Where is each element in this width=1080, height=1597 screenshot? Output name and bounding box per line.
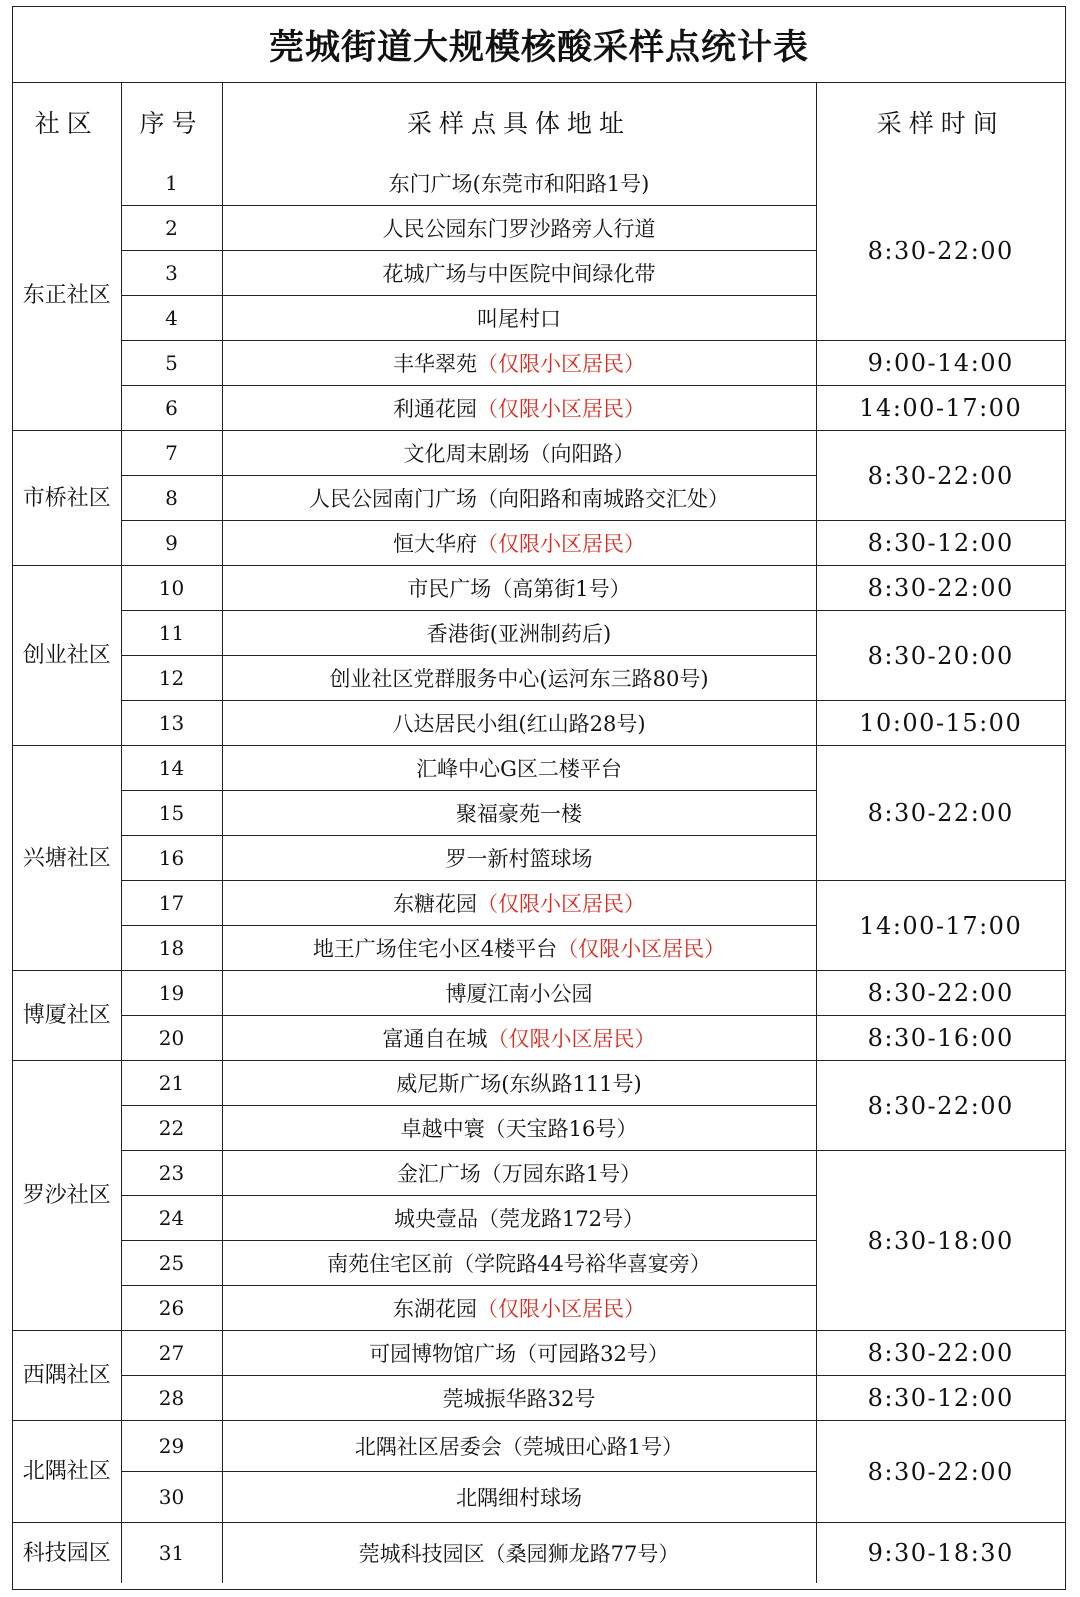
address-text: 创业社区党群服务中心(运河东三路80号) [329, 667, 709, 691]
community-name: 市桥社区 [13, 431, 121, 566]
sampling-time: 8:30-22:00 [816, 1061, 1065, 1151]
table-row [13, 701, 1065, 746]
community-name: 创业社区 [13, 566, 121, 746]
residents-only-note: （仅限小区居民） [487, 1027, 656, 1051]
address-cell [222, 251, 816, 296]
address-cell [222, 1472, 816, 1523]
header-address: 采样点具体地址 [222, 83, 816, 161]
address-text: 汇峰中心G区二楼平台 [416, 757, 622, 781]
table-row [13, 1376, 1065, 1421]
sampling-time: 8:30-20:00 [816, 611, 1065, 701]
address-cell [222, 1331, 816, 1376]
residents-only-note: （仅限小区居民） [477, 397, 645, 421]
address-text: 城央壹品（莞龙路172号） [393, 1207, 645, 1231]
sampling-time: 8:30-22:00 [816, 971, 1065, 1016]
address-cell [222, 206, 816, 251]
address-cell [222, 431, 816, 476]
table-row [13, 611, 1065, 656]
address-text: 叫尾村口 [477, 307, 561, 331]
address-cell [222, 1421, 816, 1472]
address-text: 莞城振华路32号 [442, 1387, 596, 1411]
table-body [13, 161, 1065, 1583]
sampling-time: 8:30-22:00 [816, 1331, 1065, 1376]
address-cell [222, 161, 816, 206]
row-number: 13 [121, 701, 222, 746]
address-cell [222, 701, 816, 746]
address-text: 花城广场与中医院中间绿化带 [382, 262, 656, 286]
residents-only-note: （仅限小区居民） [477, 532, 645, 556]
header-time: 采样时间 [816, 83, 1065, 161]
sampling-time: 9:00-14:00 [816, 341, 1065, 386]
address-cell [222, 1196, 816, 1241]
address-cell [222, 1376, 816, 1421]
address-text: 莞城科技园区（桑园狮龙路77号） [358, 1542, 680, 1566]
community-name: 科技园区 [13, 1523, 121, 1584]
sheet-title: 莞城街道大规模核酸采样点统计表 [13, 7, 1065, 83]
header-number: 序号 [121, 83, 222, 161]
row-number: 24 [121, 1196, 222, 1241]
row-number: 1 [121, 161, 222, 206]
row-number: 8 [121, 476, 222, 521]
row-number: 20 [121, 1016, 222, 1061]
row-number: 2 [121, 206, 222, 251]
row-number: 28 [121, 1376, 222, 1421]
residents-only-note: （仅限小区居民） [477, 1297, 645, 1321]
address-cell [222, 971, 816, 1016]
community-name: 罗沙社区 [13, 1061, 121, 1331]
row-number: 16 [121, 836, 222, 881]
address-text: 文化周末剧场（向阳路） [403, 442, 635, 466]
address-text: 金汇广场（万园东路1号） [396, 1162, 642, 1186]
row-number: 9 [121, 521, 222, 566]
row-number: 22 [121, 1106, 222, 1151]
address-cell [222, 1241, 816, 1286]
address-cell [222, 566, 816, 611]
community-name: 博厦社区 [13, 971, 121, 1061]
row-number: 29 [121, 1421, 222, 1472]
header-row [13, 83, 1065, 161]
sampling-time: 14:00-17:00 [816, 881, 1065, 971]
row-number: 6 [121, 386, 222, 431]
community-name: 东正社区 [13, 161, 121, 431]
community-name: 西隅社区 [13, 1331, 121, 1421]
address-text: 东门广场(东莞市和阳路1号) [388, 172, 650, 196]
row-number: 31 [121, 1523, 222, 1584]
address-cell [222, 476, 816, 521]
address-cell [222, 611, 816, 656]
table-row [13, 1523, 1065, 1584]
table-row [13, 161, 1065, 206]
header-community: 社区 [13, 83, 121, 161]
row-number: 3 [121, 251, 222, 296]
row-number: 26 [121, 1286, 222, 1331]
row-number: 14 [121, 746, 222, 791]
sampling-time: 9:30-18:30 [816, 1523, 1065, 1584]
residents-only-note: （仅限小区居民） [557, 937, 726, 961]
table-row [13, 386, 1065, 431]
address-cell [222, 1286, 816, 1331]
sampling-time: 8:30-22:00 [816, 1421, 1065, 1523]
sampling-time: 8:30-22:00 [816, 566, 1065, 611]
address-cell [222, 836, 816, 881]
address-text: 恒大华府 [393, 532, 477, 556]
address-cell [222, 656, 816, 701]
address-cell [222, 1151, 816, 1196]
row-number: 30 [121, 1472, 222, 1523]
address-cell [222, 1523, 816, 1584]
sampling-time: 10:00-15:00 [816, 701, 1065, 746]
sampling-time: 8:30-16:00 [816, 1016, 1065, 1061]
row-number: 7 [121, 431, 222, 476]
address-text: 南苑住宅区前（学院路44号裕华喜宴旁） [327, 1252, 711, 1276]
row-number: 25 [121, 1241, 222, 1286]
row-number: 23 [121, 1151, 222, 1196]
address-cell [222, 791, 816, 836]
table-row [13, 341, 1065, 386]
table-row [13, 1331, 1065, 1376]
sampling-time: 8:30-18:00 [816, 1151, 1065, 1331]
row-number: 27 [121, 1331, 222, 1376]
community-name: 兴塘社区 [13, 746, 121, 971]
address-cell [222, 386, 816, 431]
row-number: 10 [121, 566, 222, 611]
table-row [13, 1061, 1065, 1106]
table-row [13, 1421, 1065, 1472]
address-text: 利通花园 [393, 397, 477, 421]
address-text: 可园博物馆广场（可园路32号） [369, 1342, 669, 1366]
address-cell [222, 1016, 816, 1061]
address-text: 北隅社区居委会（莞城田心路1号） [354, 1435, 684, 1459]
address-text: 东糖花园 [393, 892, 477, 916]
address-text: 人民公园南门广场（向阳路和南城路交汇处） [309, 487, 729, 511]
row-number: 19 [121, 971, 222, 1016]
sampling-time: 8:30-12:00 [816, 521, 1065, 566]
address-text: 聚福豪苑一楼 [456, 802, 582, 826]
address-cell [222, 521, 816, 566]
table-row [13, 431, 1065, 476]
address-text: 北隅细村球场 [456, 1486, 582, 1510]
row-number: 18 [121, 926, 222, 971]
sampling-time: 8:30-22:00 [816, 161, 1065, 341]
address-text: 罗一新村篮球场 [445, 847, 593, 871]
address-text: 富通自在城 [382, 1027, 488, 1051]
address-text: 博厦江南小公园 [445, 982, 593, 1006]
sampling-time: 8:30-12:00 [816, 1376, 1065, 1421]
table-row [13, 1016, 1065, 1061]
row-number: 15 [121, 791, 222, 836]
address-text: 香港街(亚洲制药后) [426, 622, 612, 646]
address-cell [222, 881, 816, 926]
address-cell [222, 1106, 816, 1151]
row-number: 21 [121, 1061, 222, 1106]
address-cell [222, 746, 816, 791]
address-text: 八达居民小组(红山路28号) [392, 712, 646, 736]
row-number: 12 [121, 656, 222, 701]
address-text: 卓越中寰（天宝路16号） [400, 1117, 638, 1141]
table-row [13, 971, 1065, 1016]
statistics-sheet [12, 6, 1066, 1590]
table-row [13, 881, 1065, 926]
address-text: 丰华翠苑 [393, 352, 477, 376]
residents-only-note: （仅限小区居民） [477, 892, 645, 916]
sampling-time: 8:30-22:00 [816, 431, 1065, 521]
table-row [13, 521, 1065, 566]
address-text: 市民广场（高第街1号） [407, 577, 631, 601]
address-cell [222, 926, 816, 971]
sampling-time: 8:30-22:00 [816, 746, 1065, 881]
row-number: 17 [121, 881, 222, 926]
residents-only-note: （仅限小区居民） [477, 352, 645, 376]
address-text: 人民公园东门罗沙路旁人行道 [382, 217, 656, 241]
table-row [13, 746, 1065, 791]
row-number: 5 [121, 341, 222, 386]
table-row [13, 1151, 1065, 1196]
address-text: 威尼斯广场(东纵路111号) [396, 1072, 642, 1096]
row-number: 11 [121, 611, 222, 656]
address-cell [222, 296, 816, 341]
row-number: 4 [121, 296, 222, 341]
community-name: 北隅社区 [13, 1421, 121, 1523]
sampling-points-table [13, 83, 1065, 1583]
sampling-time: 14:00-17:00 [816, 386, 1065, 431]
address-text: 东湖花园 [393, 1297, 477, 1321]
address-text: 地王广场住宅小区4楼平台 [312, 937, 558, 961]
address-cell [222, 1061, 816, 1106]
address-cell [222, 341, 816, 386]
table-row [13, 566, 1065, 611]
